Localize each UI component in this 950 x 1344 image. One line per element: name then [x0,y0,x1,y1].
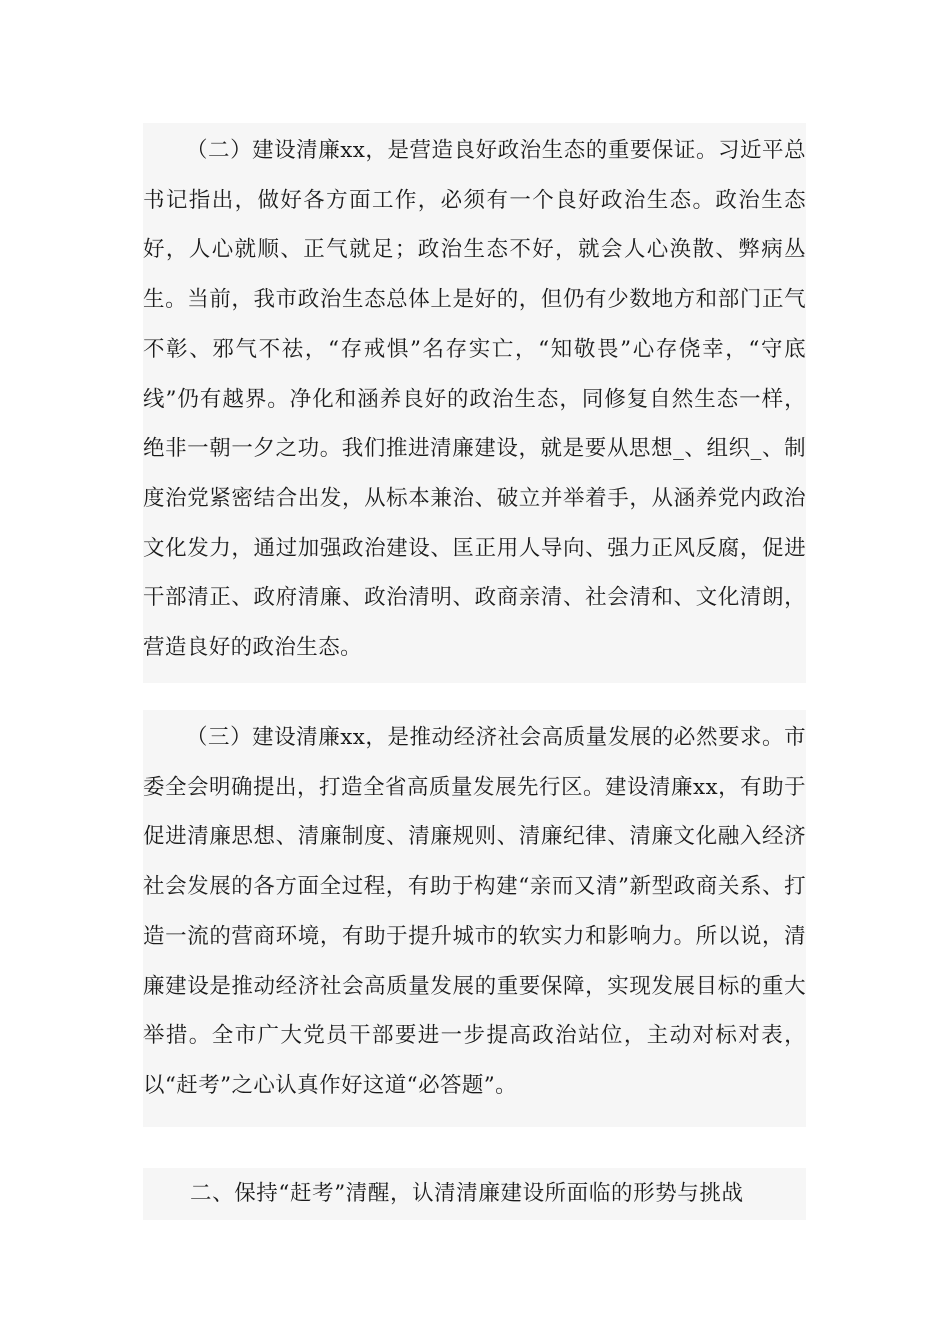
section-3-block [143,710,806,1127]
section-3-paragraph: （三）建设清廉xx，是推动经济社会高质量发展的必然要求。市委全会明确提出，打造全省高质量发展先行区。建设清廉xx，有助于促进清廉思想、清廉制度、清廉规则、清廉纪律、清廉文化融入经济社会发展的各方面全过程，有助于构建“亲而又清”新型政商关系、打造一流的营商环境，有助于提升城市的软实力和影响力。所以说，清廉建设是推动经济社会高质量发展的重要保障，实现发展目标的重大举措。全市广大党员干部要进一步提高政治站位，主动对标对表，以“赶考”之心认真作好这道“必答题”。 [143,725,806,1098]
section-2-paragraph: （二）建设清廉xx，是营造良好政治生态的重要保证。习近平总书记指出，做好各方面工作，必须有一个良好政治生态。政治生态好，人心就顺、正气就足；政治生态不好，就会人心涣散、弊病丛生。当前，我市政治生态总体上是好的，但仍有少数地方和部门正气不彰、邪气不祛，“存戒惧”名存实亡，“知敬畏”心存侥幸，“守底线”仍有越界。净化和涵养良好的政治生态，同修复自然生态一样，绝非一朝一夕之功。我们推进清廉建设，就是要从思想_、组织_、制度治党紧密结合出发，从标本兼治、破立并举着手，从涵养党内政治文化发力，通过加强政治建设、匡正用人导向、强力正风反腐，促进干部清正、政府清廉、政治清明、政商亲清、社会清和、文化清朗，营造良好的政治生态。 [143,138,806,661]
section-2-block [143,123,806,683]
part-2-heading: 二、保持“赶考”清醒，认清清廉建设所面临的形势与挑战 [190,1181,744,1206]
